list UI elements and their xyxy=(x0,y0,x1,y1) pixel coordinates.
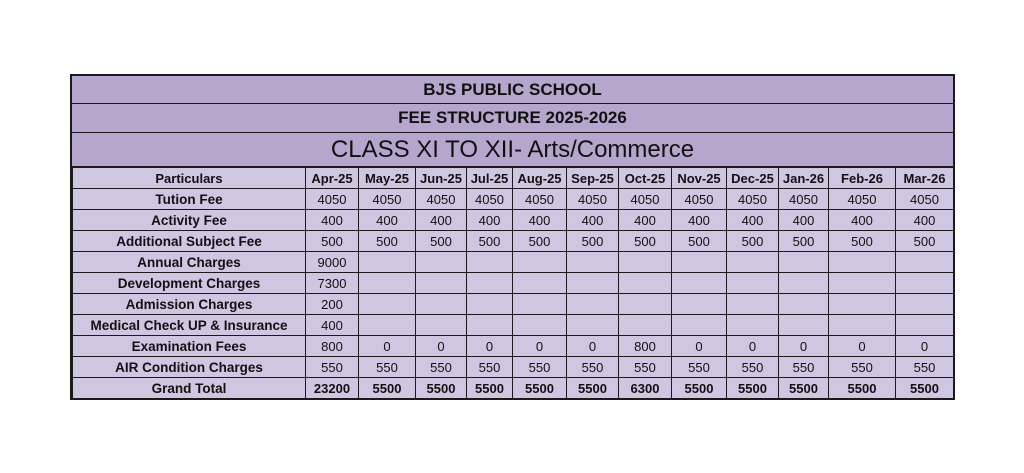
fee-label: Examination Fees xyxy=(73,336,306,357)
fee-cell xyxy=(513,294,567,315)
fee-cell: 4050 xyxy=(727,189,779,210)
fee-cell: 5500 xyxy=(416,378,467,399)
fee-cell: 0 xyxy=(727,336,779,357)
fee-cell: 550 xyxy=(896,357,954,378)
fee-cell xyxy=(779,315,829,336)
fee-cell: 550 xyxy=(416,357,467,378)
fee-cell: 400 xyxy=(359,210,416,231)
fee-label: AIR Condition Charges xyxy=(73,357,306,378)
fee-row xyxy=(73,231,954,252)
month-header: Jan-26 xyxy=(779,168,829,189)
fee-label: Additional Subject Fee xyxy=(73,231,306,252)
fee-cell: 550 xyxy=(567,357,619,378)
fee-cell xyxy=(359,294,416,315)
fee-cell: 0 xyxy=(896,336,954,357)
fee-cell: 550 xyxy=(306,357,359,378)
fee-cell: 4050 xyxy=(513,189,567,210)
fee-cell: 500 xyxy=(567,231,619,252)
fee-cell xyxy=(513,273,567,294)
fee-row xyxy=(73,336,954,357)
fee-cell: 400 xyxy=(896,210,954,231)
fee-cell: 400 xyxy=(567,210,619,231)
fee-cell xyxy=(896,252,954,273)
fee-cell xyxy=(672,273,727,294)
fee-cell xyxy=(416,273,467,294)
fee-cell xyxy=(896,294,954,315)
fee-cell: 400 xyxy=(306,315,359,336)
fee-cell: 500 xyxy=(619,231,672,252)
fee-cell: 400 xyxy=(779,210,829,231)
fee-label: Development Charges xyxy=(73,273,306,294)
class-title: CLASS XI TO XII- Arts/Commerce xyxy=(72,133,953,167)
grand-total-row xyxy=(73,378,954,399)
fee-row xyxy=(73,315,954,336)
fee-cell xyxy=(359,315,416,336)
fee-cell xyxy=(513,252,567,273)
fee-cell: 500 xyxy=(513,231,567,252)
fee-cell: 550 xyxy=(513,357,567,378)
fee-body xyxy=(73,189,954,399)
fee-cell xyxy=(727,294,779,315)
fee-cell: 0 xyxy=(567,336,619,357)
fee-cell: 5500 xyxy=(672,378,727,399)
fee-cell: 550 xyxy=(779,357,829,378)
particulars-header: Particulars xyxy=(73,168,306,189)
fee-cell: 4050 xyxy=(672,189,727,210)
fee-cell xyxy=(672,294,727,315)
fee-label: Activity Fee xyxy=(73,210,306,231)
fee-cell: 23200 xyxy=(306,378,359,399)
fee-cell: 500 xyxy=(896,231,954,252)
fee-cell: 400 xyxy=(619,210,672,231)
fee-cell: 7300 xyxy=(306,273,359,294)
fee-cell: 800 xyxy=(619,336,672,357)
fee-cell: 4050 xyxy=(896,189,954,210)
fee-cell xyxy=(619,315,672,336)
fee-cell: 9000 xyxy=(306,252,359,273)
fee-cell xyxy=(567,273,619,294)
fee-cell: 400 xyxy=(306,210,359,231)
fee-label: Medical Check UP & Insurance xyxy=(73,315,306,336)
month-header: Mar-26 xyxy=(896,168,954,189)
month-header: Jun-25 xyxy=(416,168,467,189)
fee-cell xyxy=(467,273,513,294)
fee-cell xyxy=(672,252,727,273)
fee-label: Tution Fee xyxy=(73,189,306,210)
fee-cell: 200 xyxy=(306,294,359,315)
fee-cell xyxy=(359,273,416,294)
fee-label: Admission Charges xyxy=(73,294,306,315)
fee-cell: 5500 xyxy=(727,378,779,399)
fee-cell: 6300 xyxy=(619,378,672,399)
fee-cell xyxy=(727,315,779,336)
month-header: Apr-25 xyxy=(306,168,359,189)
fee-cell xyxy=(896,315,954,336)
fee-cell xyxy=(619,273,672,294)
fee-cell: 500 xyxy=(359,231,416,252)
fee-cell: 550 xyxy=(829,357,896,378)
fee-cell xyxy=(779,273,829,294)
fee-cell: 0 xyxy=(829,336,896,357)
fee-cell xyxy=(416,315,467,336)
fee-cell xyxy=(779,294,829,315)
fee-cell: 500 xyxy=(727,231,779,252)
fee-row xyxy=(73,210,954,231)
fee-cell xyxy=(567,252,619,273)
fee-cell xyxy=(416,294,467,315)
fee-cell: 400 xyxy=(416,210,467,231)
fee-cell: 500 xyxy=(416,231,467,252)
fee-cell: 4050 xyxy=(416,189,467,210)
fee-cell: 400 xyxy=(727,210,779,231)
fee-cell: 5500 xyxy=(829,378,896,399)
fee-cell: 4050 xyxy=(567,189,619,210)
fee-row xyxy=(73,357,954,378)
fee-row xyxy=(73,294,954,315)
fee-cell: 0 xyxy=(513,336,567,357)
fee-cell: 5500 xyxy=(513,378,567,399)
fee-cell xyxy=(513,315,567,336)
fee-cell: 550 xyxy=(619,357,672,378)
fee-cell: 0 xyxy=(779,336,829,357)
fee-cell xyxy=(416,252,467,273)
fee-table xyxy=(72,167,954,398)
fee-cell xyxy=(619,252,672,273)
fee-cell: 400 xyxy=(467,210,513,231)
fee-cell: 4050 xyxy=(619,189,672,210)
fee-structure-title: FEE STRUCTURE 2025-2026 xyxy=(72,104,953,133)
month-header: Jul-25 xyxy=(467,168,513,189)
fee-cell: 500 xyxy=(672,231,727,252)
fee-cell xyxy=(829,252,896,273)
fee-cell xyxy=(467,315,513,336)
fee-cell: 5500 xyxy=(896,378,954,399)
fee-cell: 5500 xyxy=(359,378,416,399)
fee-cell: 550 xyxy=(467,357,513,378)
fee-cell xyxy=(727,273,779,294)
fee-cell xyxy=(672,315,727,336)
school-name: BJS PUBLIC SCHOOL xyxy=(72,76,953,104)
fee-cell: 4050 xyxy=(306,189,359,210)
fee-cell xyxy=(829,273,896,294)
fee-row xyxy=(73,189,954,210)
fee-cell: 4050 xyxy=(467,189,513,210)
fee-cell xyxy=(619,294,672,315)
fee-cell: 5500 xyxy=(779,378,829,399)
fee-cell xyxy=(567,315,619,336)
fee-row xyxy=(73,273,954,294)
month-header: Aug-25 xyxy=(513,168,567,189)
month-header: Oct-25 xyxy=(619,168,672,189)
fee-cell: 400 xyxy=(829,210,896,231)
month-header: Dec-25 xyxy=(727,168,779,189)
fee-cell: 0 xyxy=(467,336,513,357)
fee-cell: 4050 xyxy=(829,189,896,210)
fee-cell: 800 xyxy=(306,336,359,357)
fee-cell: 550 xyxy=(672,357,727,378)
fee-cell: 500 xyxy=(467,231,513,252)
fee-cell xyxy=(829,294,896,315)
fee-cell: 500 xyxy=(829,231,896,252)
fee-cell xyxy=(727,252,779,273)
month-header: Sep-25 xyxy=(567,168,619,189)
fee-cell xyxy=(829,315,896,336)
fee-cell xyxy=(896,273,954,294)
fee-cell: 0 xyxy=(672,336,727,357)
fee-cell: 550 xyxy=(359,357,416,378)
fee-cell: 500 xyxy=(306,231,359,252)
fee-structure-sheet xyxy=(70,74,955,400)
fee-cell: 5500 xyxy=(567,378,619,399)
fee-cell xyxy=(467,294,513,315)
fee-cell xyxy=(779,252,829,273)
fee-cell: 5500 xyxy=(467,378,513,399)
fee-cell: 550 xyxy=(727,357,779,378)
fee-cell: 500 xyxy=(779,231,829,252)
fee-cell: 4050 xyxy=(779,189,829,210)
month-header: Nov-25 xyxy=(672,168,727,189)
header-row xyxy=(73,168,954,189)
fee-cell: 4050 xyxy=(359,189,416,210)
fee-cell: 0 xyxy=(416,336,467,357)
month-header: May-25 xyxy=(359,168,416,189)
fee-cell: 400 xyxy=(672,210,727,231)
fee-cell: 0 xyxy=(359,336,416,357)
fee-cell xyxy=(359,252,416,273)
fee-label: Grand Total xyxy=(73,378,306,399)
fee-cell xyxy=(567,294,619,315)
month-header: Feb-26 xyxy=(829,168,896,189)
fee-cell: 400 xyxy=(513,210,567,231)
fee-label: Annual Charges xyxy=(73,252,306,273)
fee-row xyxy=(73,252,954,273)
fee-cell xyxy=(467,252,513,273)
